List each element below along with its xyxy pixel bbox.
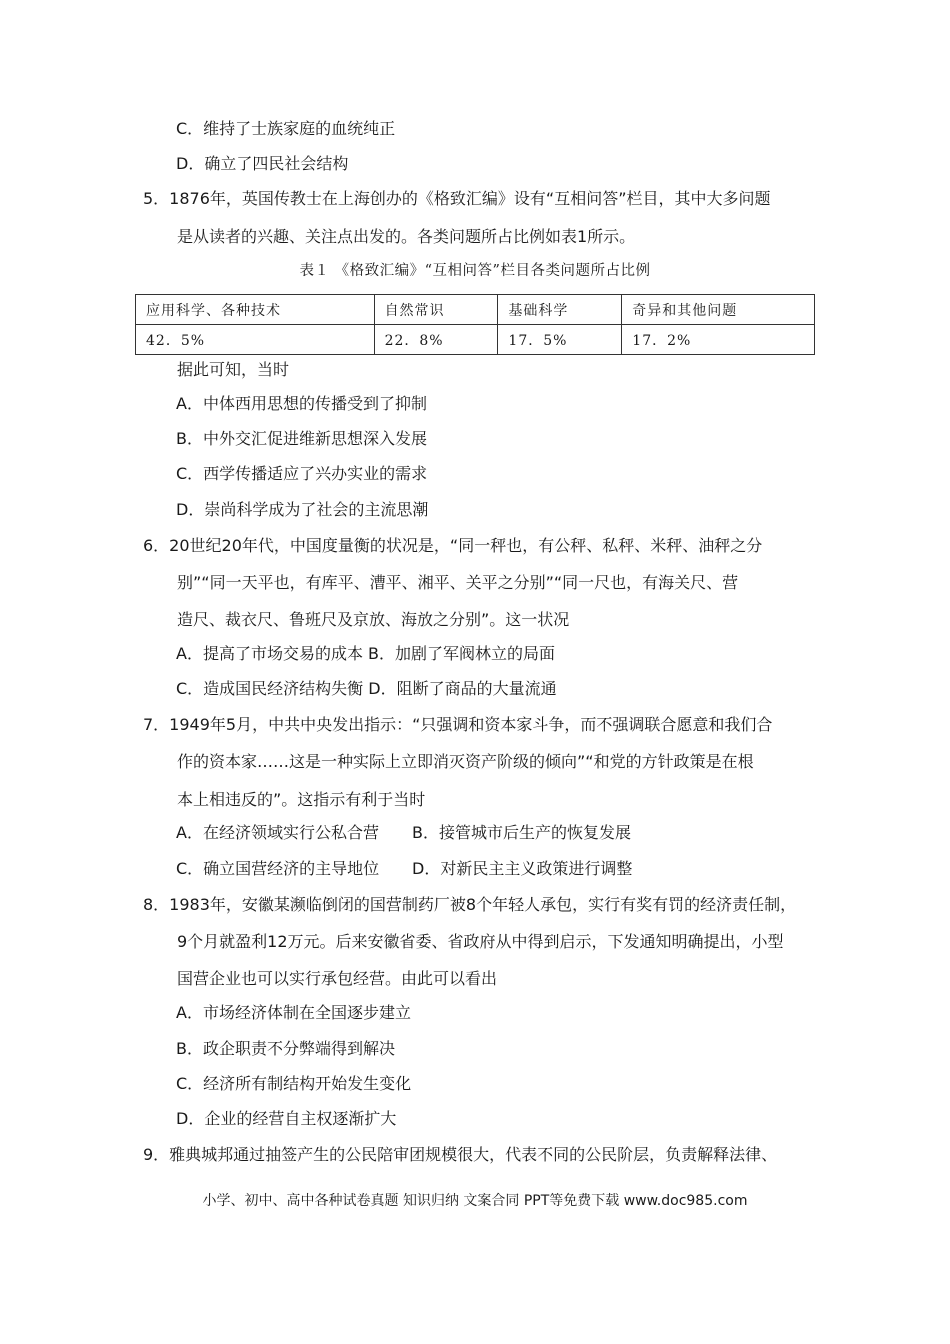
q5-option-d: D．崇尚科学成为了社会的主流思潮 (176, 500, 429, 519)
q6-options-row2: C．造成国民经济结构失衡 D．阻断了商品的大量流通 (176, 679, 557, 698)
q9-stem-line1: 9．雅典城邦通过抽签产生的公民陪审团规模很大，代表不同的公民阶层，负责解释法律、 (143, 1145, 778, 1164)
q6-options-row1: A．提高了市场交易的成本 B．加剧了军阀林立的局面 (176, 644, 556, 663)
q7-stem-line1: 7．1949年5月，中共中央发出指示：“只强调和资本家斗争，而不强调联合愿意和我们合 (143, 715, 773, 734)
q8-stem-line2: 9个月就盈利12万元。后来安徽省委、省政府从中得到启示，下发通知明确提出，小型 (177, 932, 784, 951)
table-header-row (136, 295, 815, 325)
q6-stem-line2: 别”“同一天平也，有库平、漕平、湘平、关平之分别”“同一尺也，有海关尺、营 (177, 573, 739, 592)
table-value-cell: 17．2% (622, 325, 815, 355)
q4-option-c: C．维持了士族家庭的血统纯正 (176, 119, 396, 138)
table-header-cell: 应用科学、各种技术 (136, 295, 375, 325)
table-caption: 表１ 《格致汇编》“互相问答”栏目各类问题所占比例 (299, 263, 651, 279)
q5-stem-line1: 5．1876年，英国传教士在上海创办的《格致汇编》设有“互相问答”栏目，其中大多问题 (143, 189, 771, 208)
q8-stem-line1: 8．1983年，安徽某濒临倒闭的国营制药厂被8个年轻人承包，实行有奖有罚的经济责任制， (143, 895, 797, 914)
q5-question: 据此可知，当时 (177, 360, 290, 379)
table-value-cell: 22．8% (374, 325, 498, 355)
q5-option-c: C．西学传播适应了兴办实业的需求 (176, 464, 428, 483)
table-value-row (136, 325, 815, 355)
q7-option-b: B．接管城市后生产的恢复发展 (412, 823, 631, 842)
q4-option-d: D．确立了四民社会结构 (176, 154, 349, 173)
q5-option-a: A．中体西用思想的传播受到了抑制 (176, 394, 427, 413)
q7-stem-line2: 作的资本家……这是一种实际上立即消灭资产阶级的倾向”“和党的方针政策是在根 (177, 752, 754, 771)
q7-option-a: A．在经济领域实行公私合营 (176, 823, 379, 842)
proportion-table (135, 294, 815, 355)
table-value-cell: 42．5% (136, 325, 375, 355)
q6-stem-line1: 6．20世纪20年代，中国度量衡的状况是，“同一秤也，有公秤、私秤、米秤、油秤之分 (143, 536, 763, 555)
q7-option-c: C．确立国营经济的主导地位 (176, 859, 380, 878)
table-value-cell: 17．5% (498, 325, 622, 355)
q8-option-c: C．经济所有制结构开始发生变化 (176, 1074, 412, 1093)
table-header-cell: 基础科学 (498, 295, 622, 325)
q8-option-b: B．政企职责不分弊端得到解决 (176, 1039, 395, 1058)
q8-option-a: A．市场经济体制在全国逐步建立 (176, 1003, 411, 1022)
q6-stem-line3: 造尺、裁衣尺、鲁班尺及京放、海放之分别”。这一状况 (177, 610, 570, 629)
q5-option-b: B．中外交汇促进维新思想深入发展 (176, 429, 427, 448)
page-footer: 小学、初中、高中各种试卷真题 知识归纳 文案合同 PPT等免费下载 www.doc985.com (202, 1193, 748, 1209)
q7-stem-line3: 本上相违反的”。这指示有利于当时 (177, 790, 426, 809)
q8-option-d: D．企业的经营自主权逐渐扩大 (176, 1109, 397, 1128)
q8-stem-line3: 国营企业也可以实行承包经营。由此可以看出 (177, 969, 498, 988)
table-header-cell: 自然常识 (374, 295, 498, 325)
table-header-cell: 奇异和其他问题 (622, 295, 815, 325)
q5-stem-line2: 是从读者的兴趣、关注点出发的。各类问题所占比例如表1所示。 (177, 227, 636, 246)
q7-option-d: D．对新民主主义政策进行调整 (412, 859, 633, 878)
